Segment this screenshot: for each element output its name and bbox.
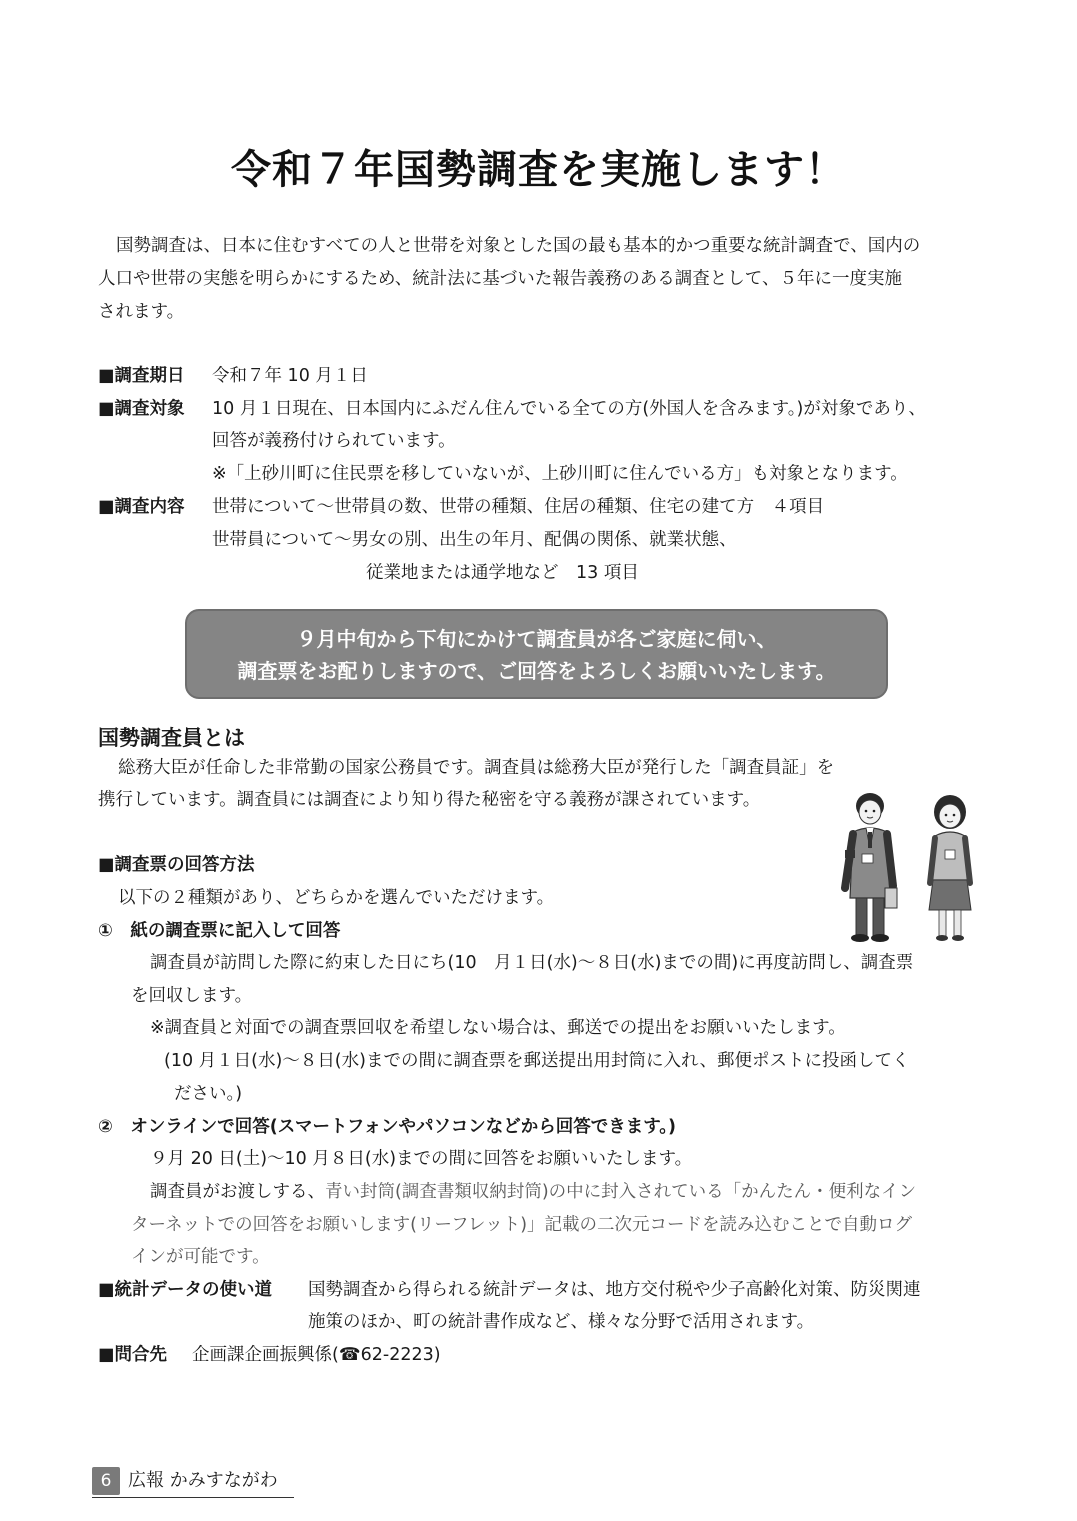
target-note: ※「上砂川町に住民票を移していないが、上砂川町に住んでいる方」も対象となります。 (212, 464, 908, 484)
content-line: 世帯について～世帯員の数、世帯の種類、住居の種類、住宅の建て方 ４項目 (212, 497, 825, 517)
option1-note: (10 月１日(水)～８日(水)までの間に調査票を郵送提出用封筒に入れ、郵便ポストに投函してく (164, 1051, 910, 1071)
usage-line: 施策のほか、町の統計書作成など、様々な分野で活用されます。 (308, 1312, 815, 1332)
contact-value: 企画課企画振興係(☎62-2223) (192, 1345, 441, 1365)
intro-line: されます。 (98, 302, 185, 322)
period-label: ■調査期日 (98, 366, 185, 386)
usage-line: 国勢調査から得られる統計データは、地方交付税や少子高齢化対策、防災関連 (308, 1280, 921, 1300)
notice-line: ９月中旬から下旬にかけて調査員が各ご家庭に伺い、 (296, 627, 777, 651)
method-label: ■調査票の回答方法 (98, 855, 255, 875)
surveyor-heading: 国勢調査員とは (98, 726, 245, 750)
option1-note: ださい。) (174, 1084, 243, 1104)
period-value: 令和７年 10 月１日 (212, 366, 368, 386)
option1-note: ※調査員と対面での調査票回収を希望しない場合は、郵送での提出をお願いいたします。 (150, 1018, 846, 1038)
option2-line (150, 1176, 916, 1208)
male-surveyor-figure (845, 793, 897, 942)
page-title: 令和７年国勢調査を実施します！ (231, 147, 846, 193)
surveyor-line: 総務大臣が任命した非常勤の国家公務員です。調査員は総務大臣が発行した「調査員証」を (118, 758, 835, 778)
target-line: 10 月１日現在、日本国内にふだん住んでいる全ての方(外国人を含みます。)が対象であり、 (212, 399, 926, 419)
option2-line: ９月 20 日(土)～10 月８日(水)までの間に回答をお願いいたします。 (150, 1149, 693, 1169)
intro-line: 国勢調査は、日本に住むすべての人と世帯を対象とした国の最も基本的かつ重要な統計調査で、国内の (116, 236, 921, 256)
method-lead: 以下の２種類があり、どちらかを選んでいただけます。 (118, 888, 555, 908)
intro-line: 人口や世帯の実態を明らかにするため、統計法に基づいた報告義務のある調査として、５年に一度実施 (98, 269, 902, 289)
option2-line-grey: 青い封筒(調査書類収納封筒)の中に封入されている「かんたん・便利なイン (325, 1182, 917, 1202)
footer-underline (92, 1497, 294, 1498)
surveyor-illustration (835, 788, 985, 948)
option1-title: ① 紙の調査票に記入して回答 (98, 921, 341, 941)
page-number: 6 (92, 1467, 120, 1495)
option1-line: 調査員が訪問した際に約束した日にち(10 月１日(水)～８日(水)までの間)に再度訪問し、調査票 (150, 953, 914, 973)
option2-line: インが可能です。 (131, 1247, 270, 1267)
content-label: ■調査内容 (98, 497, 185, 517)
option2-line-start: 調査員がお渡しする、 (150, 1182, 325, 1202)
target-line: 回答が義務付けられています。 (212, 431, 456, 451)
target-label: ■調査対象 (98, 399, 185, 419)
surveyor-line: 携行しています。調査員には調査により知り得た秘密を守る義務が課されています。 (98, 790, 761, 810)
contact-label: ■問合先 (98, 1345, 168, 1365)
option2-line: ターネットでの回答をお願いします(リーフレット)」記載の二次元コードを読み込むことで自動ログ (131, 1215, 913, 1235)
female-surveyor-figure (929, 795, 971, 941)
option2-title: ② オンラインで回答(スマートフォンやパソコンなどから回答できます。) (98, 1117, 677, 1137)
usage-label: ■統計データの使い道 (98, 1280, 273, 1300)
publication-name: 広報 かみすながわ (128, 1470, 278, 1491)
notice-line: 調査票をお配りしますので、ご回答をよろしくお願いいたします。 (237, 659, 836, 683)
intro-paragraph (98, 230, 988, 329)
option1-line: を回収します。 (131, 986, 253, 1006)
content-line: 世帯員について～男女の別、出生の年月、配偶の関係、就業状態、 (212, 530, 737, 550)
notice-box (185, 609, 888, 699)
content-line: 従業地または通学地など 13 項目 (366, 563, 639, 583)
